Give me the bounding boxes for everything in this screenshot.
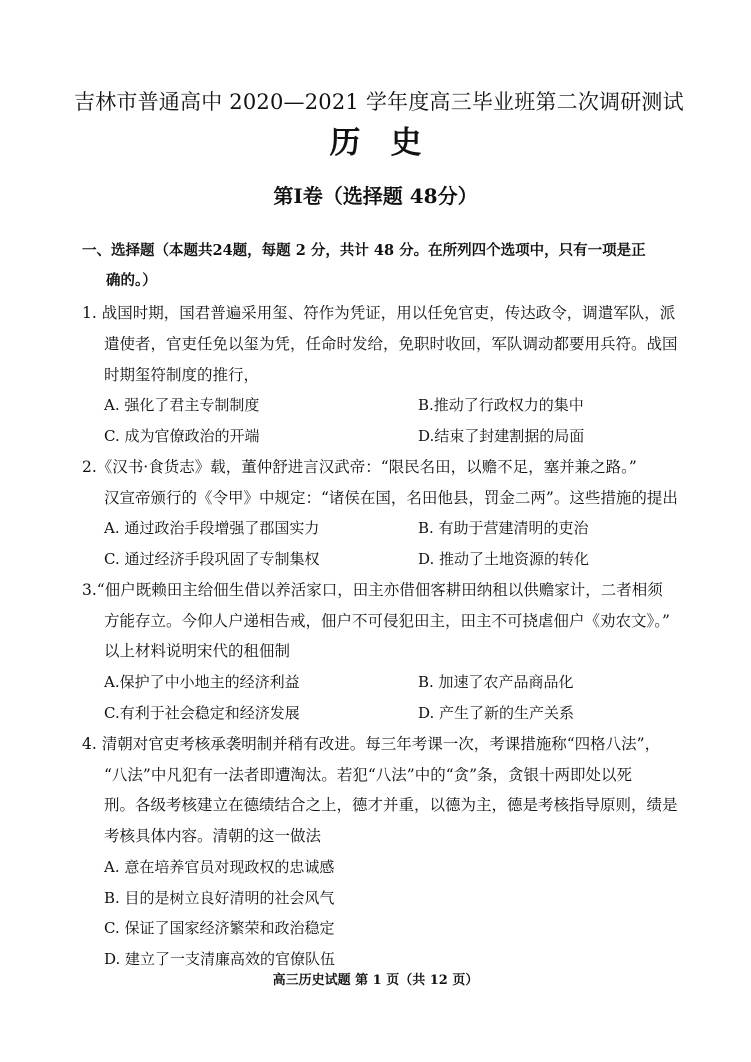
- question-1-stem-line-2: 遣使者，官吏任免以玺为凭，任命时发给，免职时收回，军队调动都要用兵符。战国: [104, 335, 678, 353]
- question-1-option-b[interactable]: B.推动了行政权力的集中: [418, 396, 584, 414]
- question-1-option-d[interactable]: D.结束了封建割据的局面: [418, 427, 585, 445]
- subject-heading: 历史: [329, 125, 452, 161]
- question-1-stem-line-3: 时期玺符制度的推行，: [104, 366, 260, 384]
- question-4-stem-line-1: 4. 清朝对官吏考核承袭明制并稍有改进。每三年考课一次，考课措施称“四格八法”，: [82, 735, 661, 753]
- question-3-stem-line-3: 以上材料说明宋代的租佃制: [104, 642, 291, 660]
- question-3-stem-line-2: 方能存立。今仰人户递相告戒，佃户不可侵犯田主，田主不可挠虐佃户《劝农文》。”: [104, 612, 670, 630]
- question-3-stem-line-1: 3.“佃户既赖田主给佃生借以养活家口，田主亦借佃客耕田纳租以供赡家计，二者相须: [82, 581, 663, 599]
- question-2-option-b[interactable]: B. 有助于营建清明的吏治: [418, 519, 589, 537]
- question-1-option-a[interactable]: A. 强化了君主专制制度: [104, 396, 260, 414]
- question-2-option-a[interactable]: A. 通过政治手段增强了郡国实力: [104, 519, 320, 537]
- question-4-stem-line-4: 考核具体内容。清朝的这一做法: [104, 827, 322, 845]
- question-2-option-c[interactable]: C. 通过经济手段巩固了专制集权: [104, 550, 320, 568]
- question-4-option-d[interactable]: D. 建立了一支清廉高效的官僚队伍: [104, 950, 336, 968]
- instructions-line-2: 确的。）: [106, 272, 157, 289]
- question-4-stem-line-3: 刑。各级考核建立在德绩结合之上，德才并重，以德为主，德是考核指导原则，绩是: [104, 796, 678, 814]
- question-2-stem-line-1: 2.《汉书·食货志》载，董仲舒进言汉武帝：“限民名田，以赡不足，塞并兼之路。”: [82, 458, 637, 476]
- exam-title: 吉林市普通高中 2020—2021 学年度高三毕业班第二次调研测试: [74, 90, 684, 114]
- question-2-stem-line-2: 汉宣帝颁行的《令甲》中规定：“诸侯在国，名田他县，罚金二两”。这些措施的提出: [104, 489, 678, 507]
- question-3-option-b[interactable]: B. 加速了农产品商品化: [418, 673, 574, 691]
- question-3-option-d[interactable]: D. 产生了新的生产关系: [418, 704, 575, 722]
- question-1-stem-line-1: 1. 战国时期，国君普遍采用玺、符作为凭证，用以任免官吏，传达政令，调遣军队，派: [82, 304, 676, 322]
- question-4-option-a[interactable]: A. 意在培养官员对现政权的忠诚感: [104, 858, 335, 876]
- section-heading: 第Ⅰ卷（选择题 48分）: [273, 184, 478, 208]
- question-3-option-c[interactable]: C.有利于社会稳定和经济发展: [104, 704, 300, 722]
- question-4-option-b[interactable]: B. 目的是树立良好清明的社会风气: [104, 889, 335, 907]
- question-4-stem-line-2: “八法”中凡犯有一法者即遭淘汰。若犯“八法”中的“贪”条，贪银十两即处以死: [104, 766, 633, 784]
- page-footer: 高三历史试题 第 1 页（共 12 页）: [272, 973, 479, 988]
- instructions-line-1: 一、选择题（本题共24题，每题 2 分，共计 48 分。在所列四个选项中，只有一项是正: [82, 242, 646, 259]
- question-2-option-d[interactable]: D. 推动了土地资源的转化: [418, 550, 590, 568]
- question-3-option-a[interactable]: A.保护了中小地主的经济利益: [104, 673, 300, 691]
- question-4-option-c[interactable]: C. 保证了国家经济繁荣和政治稳定: [104, 919, 335, 937]
- question-1-option-c[interactable]: C. 成为官僚政治的开端: [104, 427, 260, 445]
